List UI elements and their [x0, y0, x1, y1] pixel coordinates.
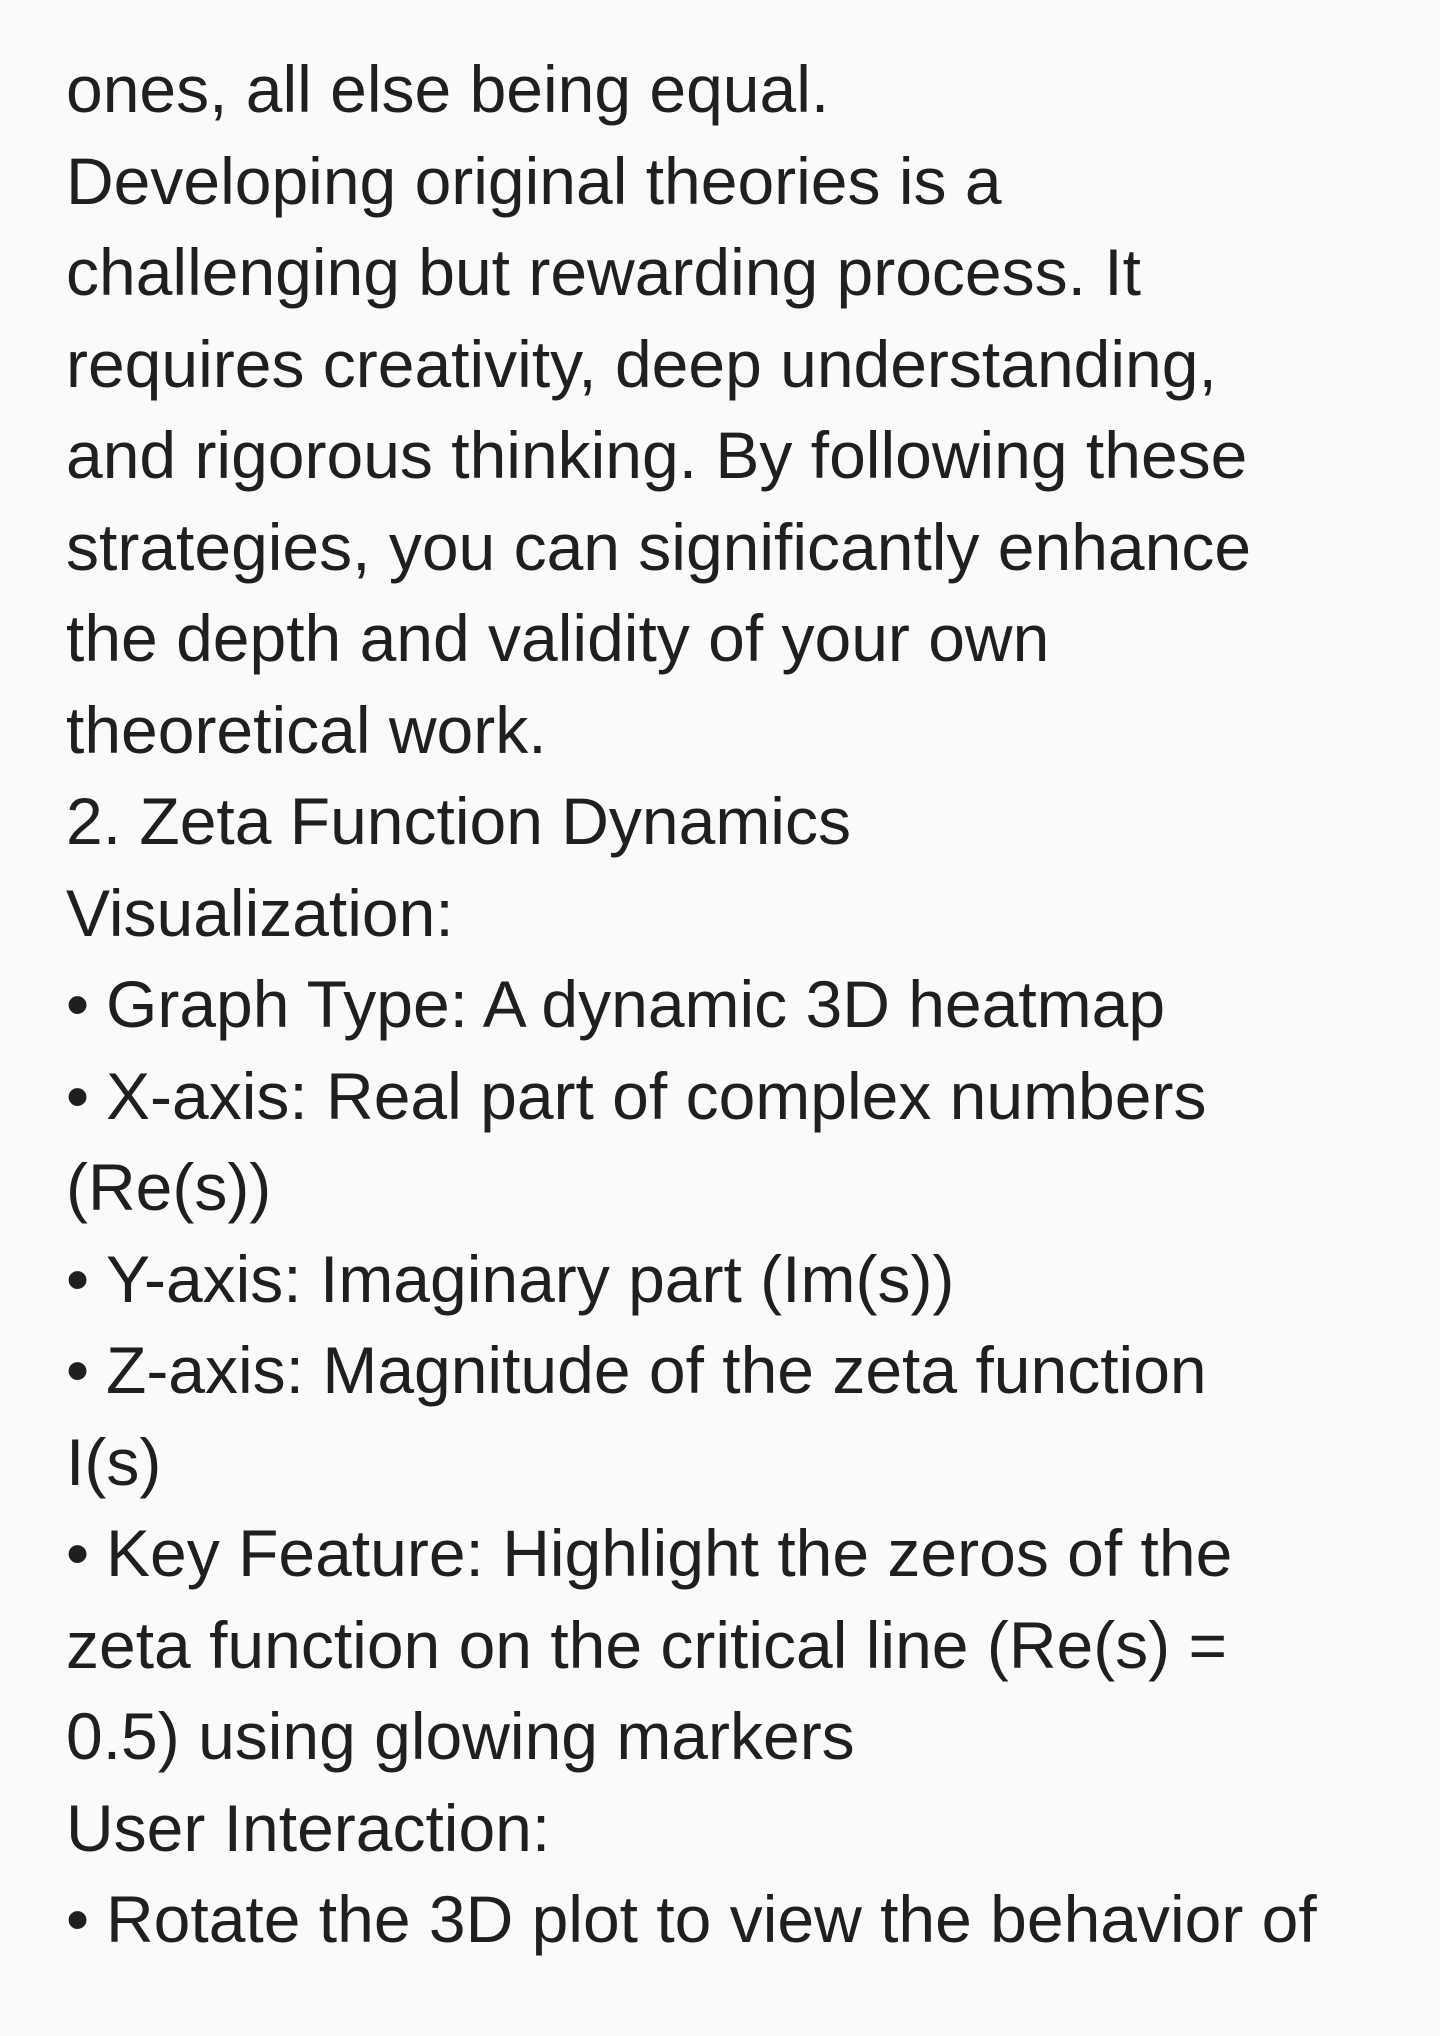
bullet-item [66, 1874, 1374, 1966]
text-line: theoretical work. [66, 692, 547, 767]
text-line: (Re(s)) [66, 1150, 272, 1224]
section-heading: 2. Zeta Function Dynamics [66, 784, 851, 858]
text-line: requires creativity, deep understanding, [66, 326, 1217, 401]
bullet-item [66, 959, 1374, 1051]
bullet-text: Z-axis: Magnitude of the zeta function [106, 1333, 1207, 1407]
bullet-text: Rotate the 3D plot to view the behavior of [106, 1882, 1317, 1956]
bullet-text: Graph Type: A dynamic 3D heatmap [106, 967, 1166, 1041]
text-line: challenging but rewarding process. It [66, 235, 1141, 309]
text-line: I(s) [66, 1424, 162, 1499]
bullet-text: Key Feature: Highlight the zeros of the [106, 1516, 1233, 1590]
text-line: ones, all else being equal. [66, 52, 830, 126]
bullet-item [66, 1508, 1374, 1600]
bullet-icon: • [66, 1241, 90, 1316]
text-line: 0.5) using glowing markers [66, 1699, 855, 1773]
bullet-item [66, 1051, 1374, 1143]
text-line: Developing original theories is a [66, 143, 1002, 218]
bullet-item [66, 1234, 1374, 1326]
text-line: and rigorous thinking. By following these [66, 418, 1248, 492]
bullet-icon: • [66, 967, 90, 1041]
bullet-icon: • [66, 1516, 90, 1590]
text-line: the depth and validity of your own [66, 601, 1050, 675]
bullet-icon: • [66, 1058, 90, 1133]
text-line: strategies, you can significantly enhance [66, 509, 1252, 584]
subheading: User Interaction: [66, 1790, 551, 1865]
bullet-icon: • [66, 1882, 90, 1956]
bullet-item [66, 1325, 1374, 1417]
text-line: zeta function on the critical line (Re(s) = [66, 1607, 1228, 1682]
bullet-text: Y-axis: Imaginary part (Im(s)) [106, 1241, 955, 1316]
bullet-text: X-axis: Real part of complex numbers [106, 1058, 1207, 1133]
bullet-icon: • [66, 1333, 90, 1407]
subheading: Visualization: [66, 875, 454, 950]
